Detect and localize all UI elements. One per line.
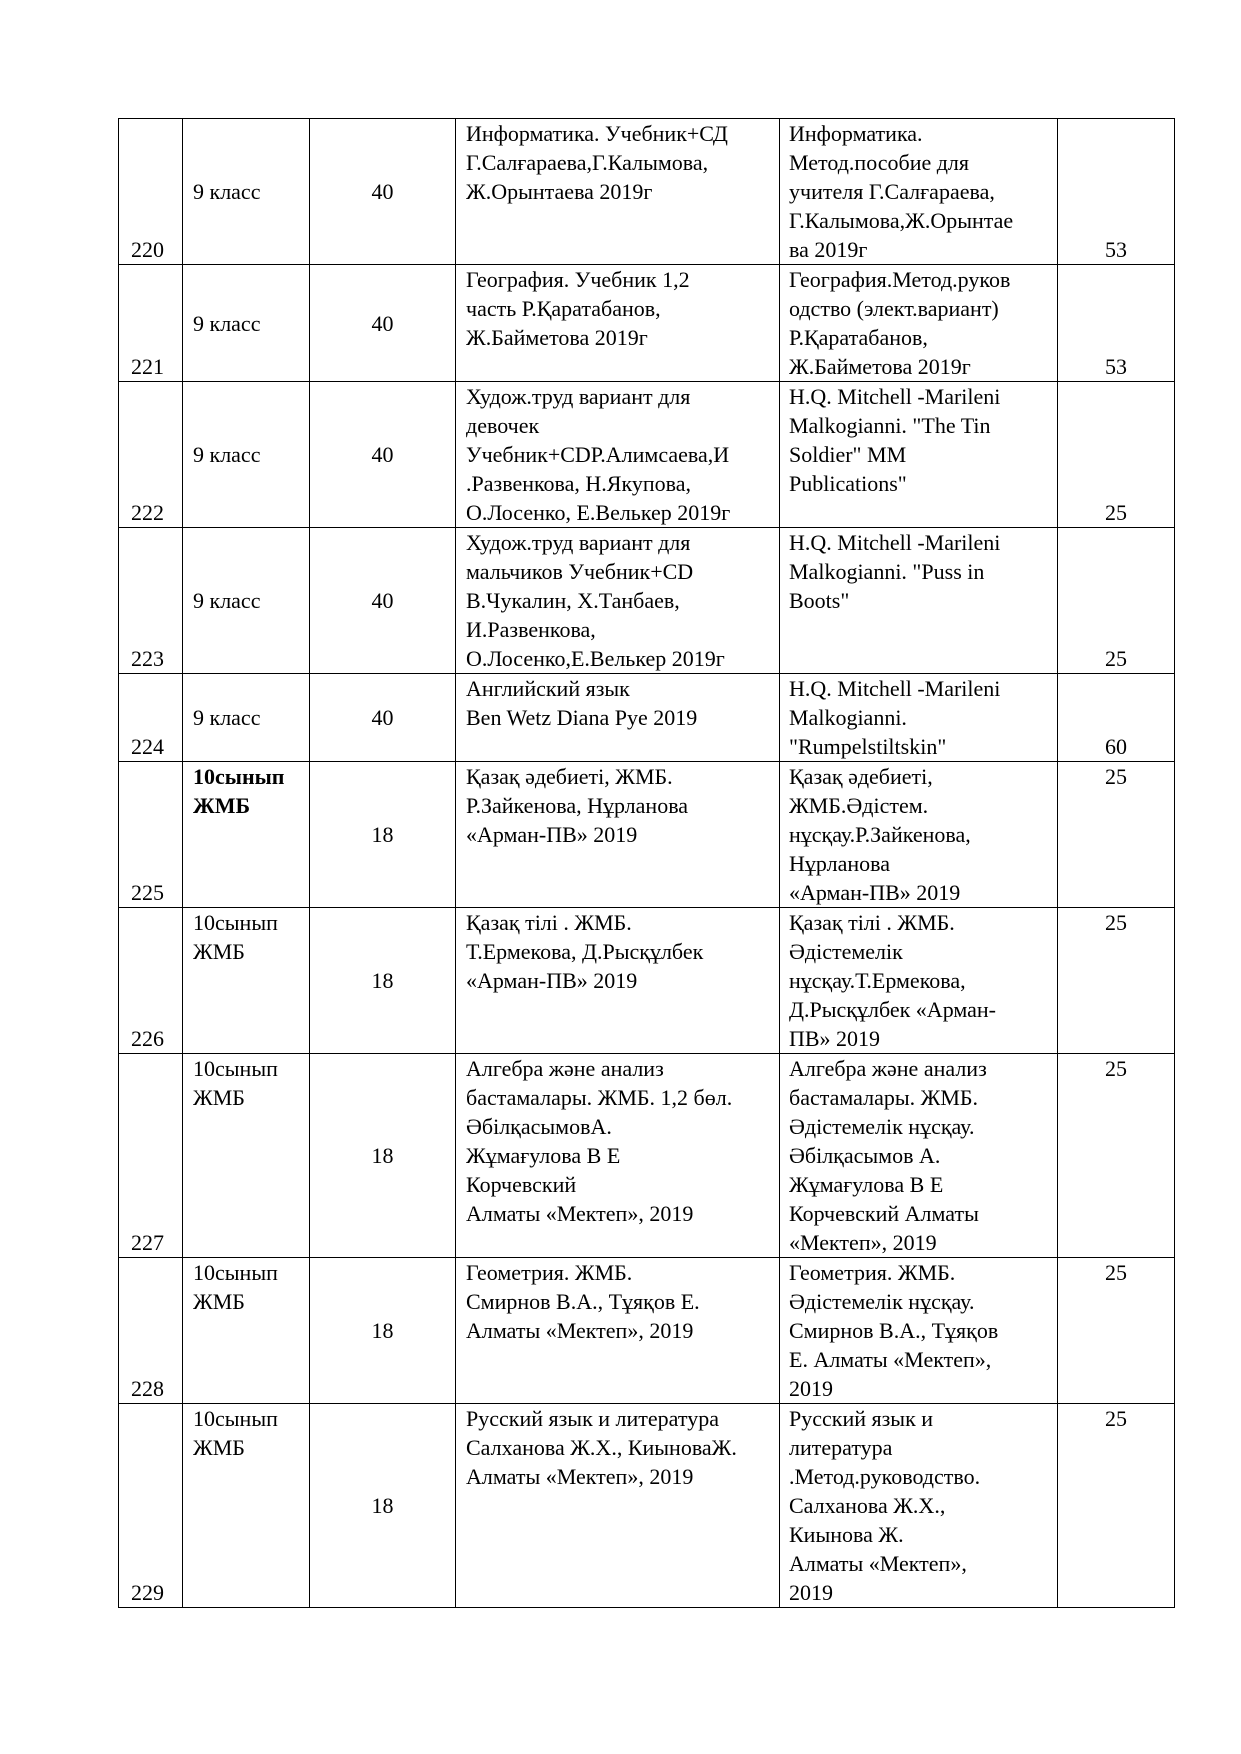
copies-cell: 25 <box>1058 1404 1175 1608</box>
copies-cell: 53 <box>1058 265 1175 382</box>
grade-cell: 9 класс <box>183 265 310 382</box>
copies-cell: 25 <box>1058 382 1175 528</box>
textbook-cell: Қазақ тілі . ЖМБ. Т.Ермекова, Д.Рысқұлбек «Арман-ПВ» 2019 <box>456 908 780 1054</box>
table-row <box>119 908 1175 1054</box>
teacher-guide-cell: Алгебра және анализ бастамалары. ЖМБ. Әдістемелік нұсқау. Әбілқасымов А. Жұмағулова В Е Корчевский Алматы «Мектеп», 2019 <box>780 1054 1058 1258</box>
table-row <box>119 1258 1175 1404</box>
teacher-guide-cell: Геометрия. ЖМБ. Әдістемелік нұсқау. Смирнов В.А., Тұяқов Е. Алматы «Мектеп», 2019 <box>780 1258 1058 1404</box>
copies-cell: 25 <box>1058 528 1175 674</box>
quantity-cell: 18 <box>310 1258 456 1404</box>
grade-cell: 9 класс <box>183 119 310 265</box>
teacher-guide-cell: H.Q. Mitchell -Marileni Malkogianni. "Puss in Boots" <box>780 528 1058 674</box>
table-row <box>119 1404 1175 1608</box>
row-number: 223 <box>119 528 183 674</box>
textbook-cell: Русский язык и литература Салханова Ж.Х., КиыноваЖ. Алматы «Мектеп», 2019 <box>456 1404 780 1608</box>
teacher-guide-cell: Қазақ тілі . ЖМБ. Әдістемелік нұсқау.Т.Ермекова, Д.Рысқұлбек «Арман- ПВ» 2019 <box>780 908 1058 1054</box>
copies-cell: 25 <box>1058 1258 1175 1404</box>
quantity-cell: 18 <box>310 908 456 1054</box>
document-page <box>118 118 1175 1608</box>
table-row <box>119 265 1175 382</box>
row-number: 228 <box>119 1258 183 1404</box>
textbook-cell: Алгебра және анализ бастамалары. ЖМБ. 1,2 бөл. ӘбілқасымовА. Жұмағулова В Е Корчевский Алматы «Мектеп», 2019 <box>456 1054 780 1258</box>
grade-cell: 10сынып ЖМБ <box>183 1054 310 1258</box>
textbook-cell: Информатика. Учебник+СД Г.Салғараева,Г.Калымова, Ж.Орынтаева 2019г <box>456 119 780 265</box>
quantity-cell: 18 <box>310 1404 456 1608</box>
quantity-cell: 40 <box>310 119 456 265</box>
table-row <box>119 762 1175 908</box>
table-row <box>119 119 1175 265</box>
textbook-table <box>118 118 1175 1608</box>
teacher-guide-cell: H.Q. Mitchell -Marileni Malkogianni. "The Tin Soldier" MM Publications" <box>780 382 1058 528</box>
textbook-cell: Қазақ әдебиеті, ЖМБ. Р.Зайкенова, Нұрланова «Арман-ПВ» 2019 <box>456 762 780 908</box>
quantity-cell: 18 <box>310 1054 456 1258</box>
row-number: 229 <box>119 1404 183 1608</box>
row-number: 226 <box>119 908 183 1054</box>
textbook-cell: Худож.труд вариант для мальчиков Учебник+CD В.Чукалин, Х.Танбаев, И.Развенкова, О.Лосенко,Е.Велькер 2019г <box>456 528 780 674</box>
textbook-cell: Английский язык Ben Wetz Diana Pye 2019 <box>456 674 780 762</box>
copies-cell: 25 <box>1058 762 1175 908</box>
textbook-cell: Худож.труд вариант для девочек Учебник+CDР.Алимсаева,И .Развенкова, Н.Якупова, О.Лосенко, Е.Велькер 2019г <box>456 382 780 528</box>
row-number: 220 <box>119 119 183 265</box>
teacher-guide-cell: Қазақ әдебиеті, ЖМБ.Әдістем. нұсқау.Р.Зайкенова, Нұрланова «Арман-ПВ» 2019 <box>780 762 1058 908</box>
textbook-cell: География. Учебник 1,2 часть Р.Қаратабанов, Ж.Байметова 2019г <box>456 265 780 382</box>
copies-cell: 25 <box>1058 1054 1175 1258</box>
table-row <box>119 382 1175 528</box>
grade-cell: 9 класс <box>183 674 310 762</box>
teacher-guide-cell: География.Метод.руков одство (элект.вариант) Р.Қаратабанов, Ж.Байметова 2019г <box>780 265 1058 382</box>
quantity-cell: 40 <box>310 265 456 382</box>
grade-cell: 10сынып ЖМБ <box>183 1404 310 1608</box>
grade-cell: 9 класс <box>183 528 310 674</box>
quantity-cell: 40 <box>310 382 456 528</box>
row-number: 227 <box>119 1054 183 1258</box>
row-number: 225 <box>119 762 183 908</box>
table-row <box>119 674 1175 762</box>
copies-cell: 60 <box>1058 674 1175 762</box>
table-row <box>119 528 1175 674</box>
teacher-guide-cell: H.Q. Mitchell -Marileni Malkogianni. "Rumpelstiltskin" <box>780 674 1058 762</box>
grade-cell: 9 класс <box>183 382 310 528</box>
row-number: 224 <box>119 674 183 762</box>
quantity-cell: 18 <box>310 762 456 908</box>
teacher-guide-cell: Русский язык и литература .Метод.руководство. Салханова Ж.Х., Киынова Ж. Алматы «Мектеп», 2019 <box>780 1404 1058 1608</box>
teacher-guide-cell: Информатика. Метод.пособие для учителя Г.Салғараева, Г.Калымова,Ж.Орынтае ва 2019г <box>780 119 1058 265</box>
table-row <box>119 1054 1175 1258</box>
quantity-cell: 40 <box>310 528 456 674</box>
quantity-cell: 40 <box>310 674 456 762</box>
grade-cell: 10сынып ЖМБ <box>183 1258 310 1404</box>
table-body <box>119 119 1175 1608</box>
textbook-cell: Геометрия. ЖМБ. Смирнов В.А., Тұяқов Е. Алматы «Мектеп», 2019 <box>456 1258 780 1404</box>
copies-cell: 25 <box>1058 908 1175 1054</box>
grade-cell: 10сынып ЖМБ <box>183 908 310 1054</box>
grade-cell: 10сынып ЖМБ <box>183 762 310 908</box>
row-number: 221 <box>119 265 183 382</box>
copies-cell: 53 <box>1058 119 1175 265</box>
row-number: 222 <box>119 382 183 528</box>
